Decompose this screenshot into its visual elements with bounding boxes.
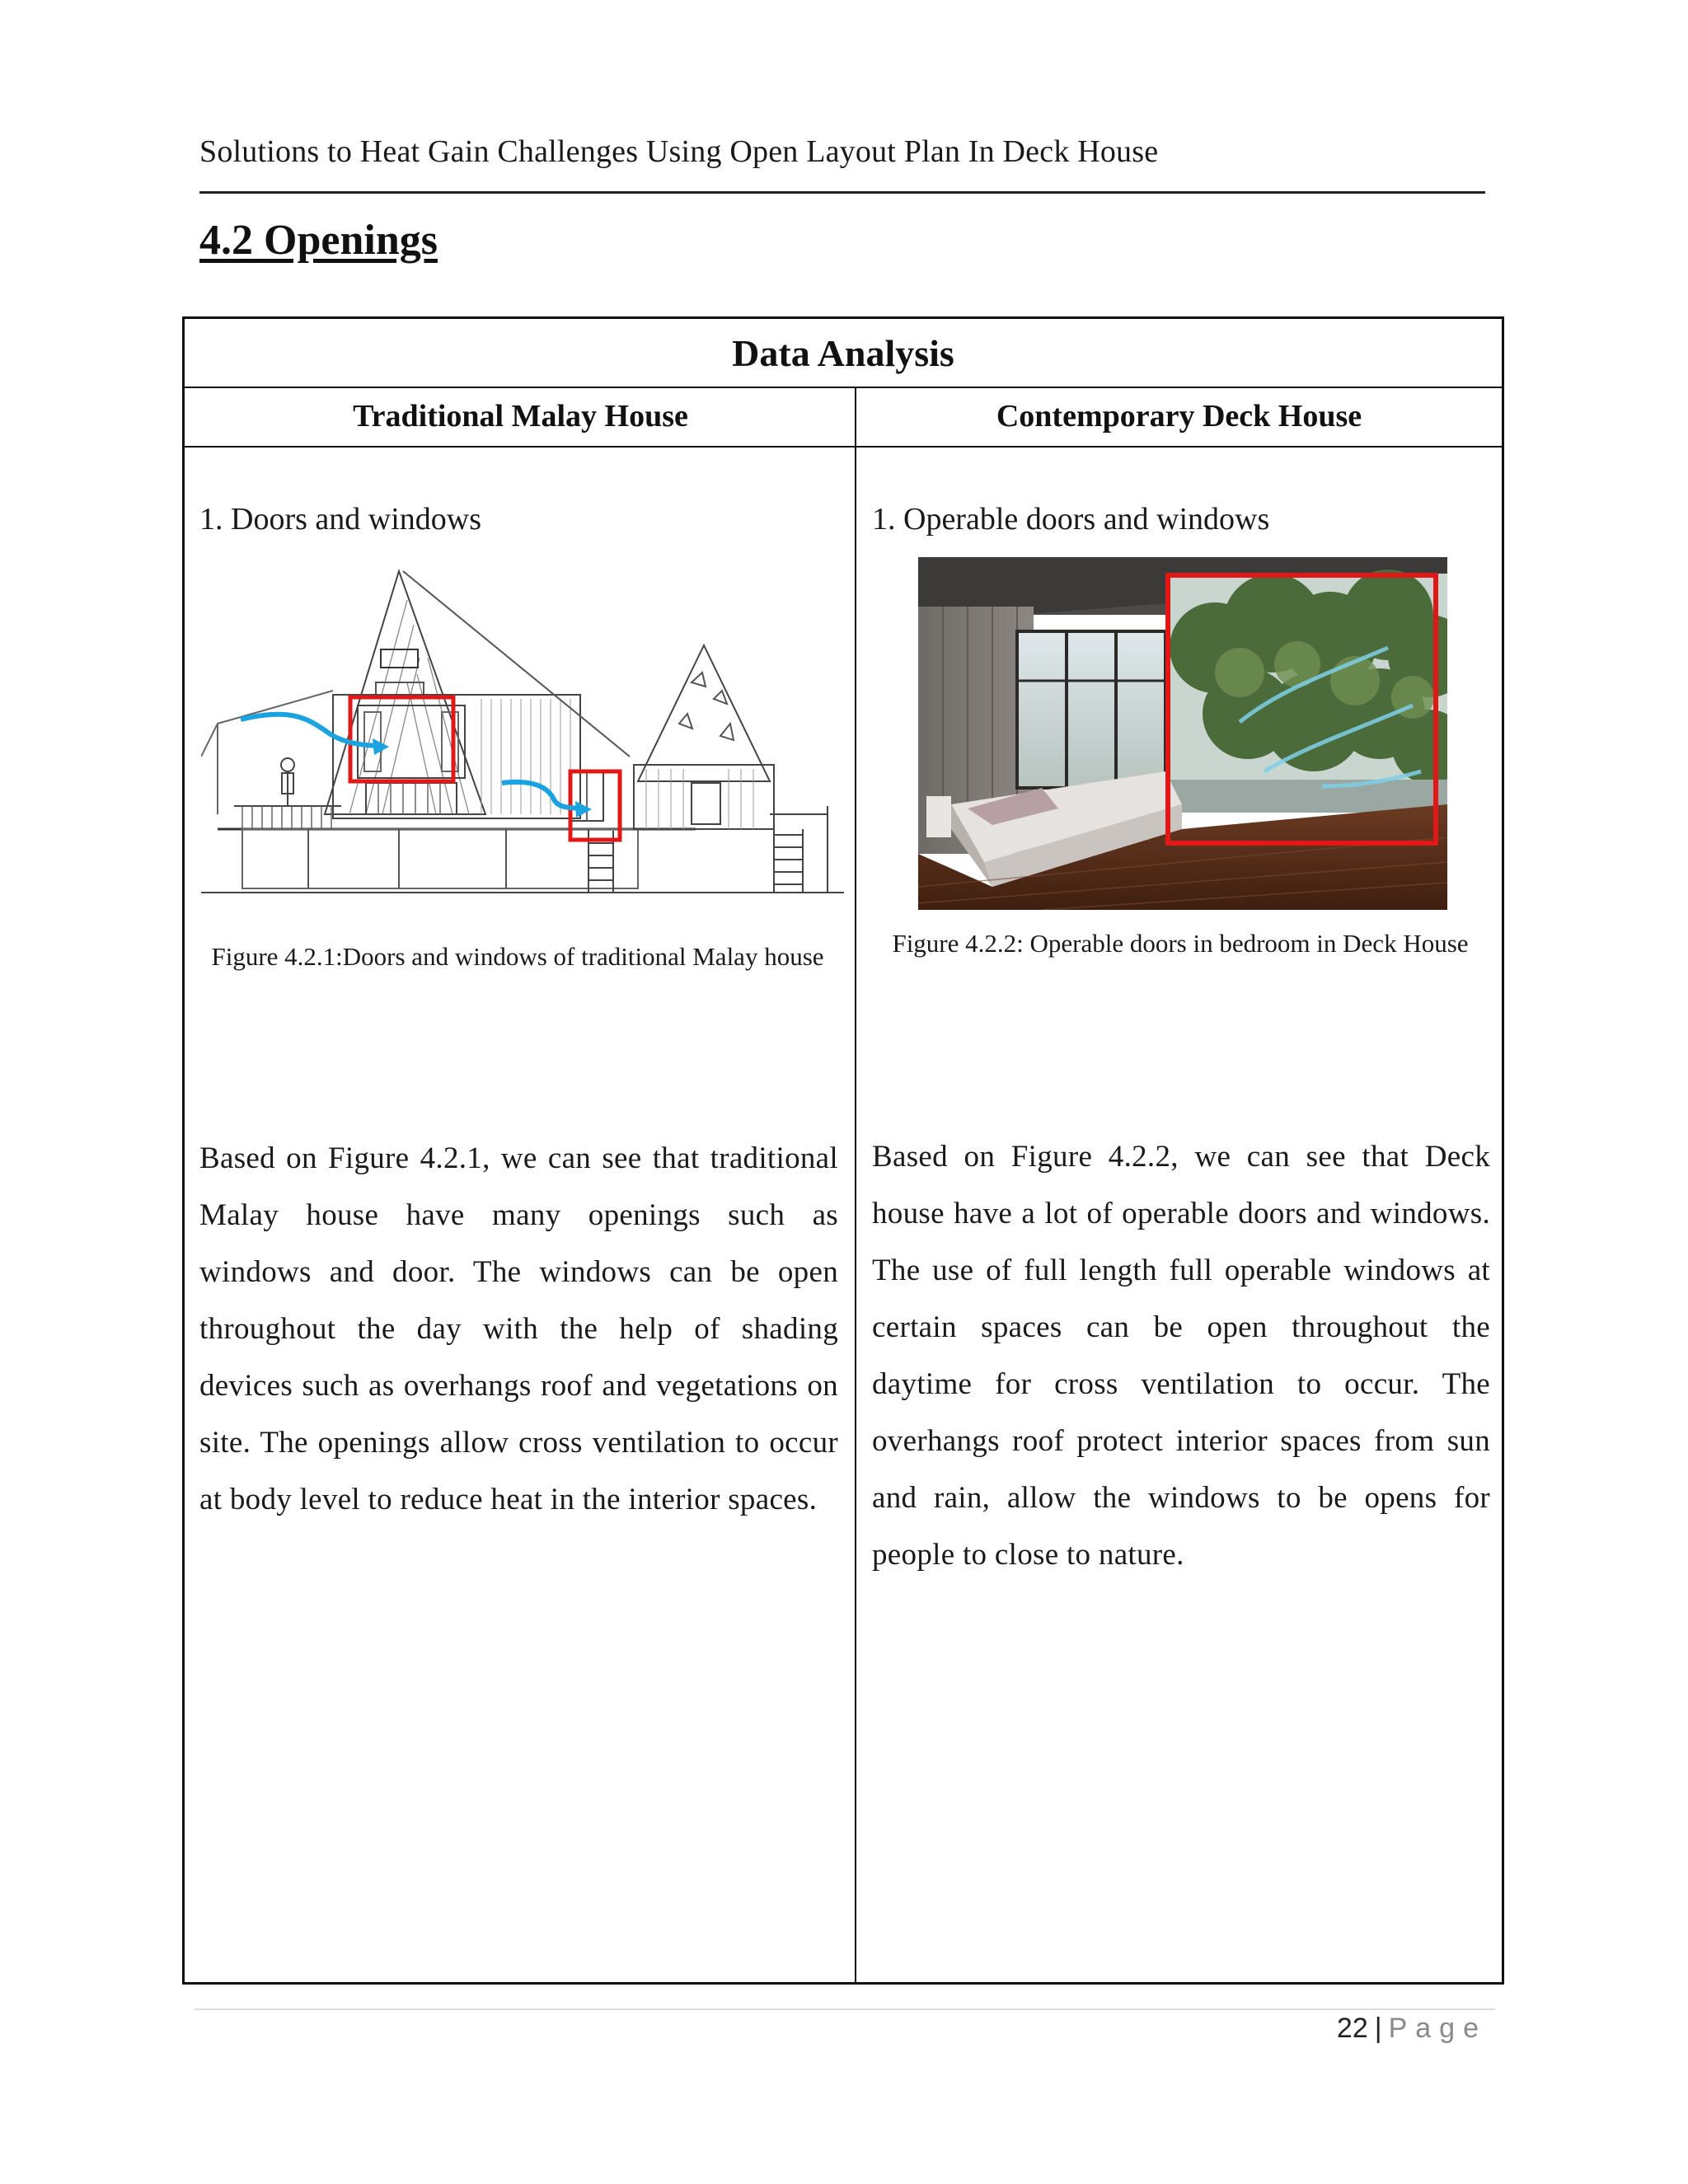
column-heading-contemporary: Contemporary Deck House bbox=[856, 387, 1502, 448]
column-heading-traditional: Traditional Malay House bbox=[185, 387, 856, 448]
section-heading: 4.2 Openings bbox=[199, 217, 438, 264]
page-number-separator: | bbox=[1374, 2013, 1382, 2044]
page-label: Page bbox=[1388, 2013, 1487, 2044]
highlight-window-box bbox=[350, 697, 453, 781]
left-figure-caption: Figure 4.2.1:Doors and windows of traditional Malay house bbox=[211, 942, 824, 971]
left-body-text: Based on Figure 4.2.1, we can see that traditional Malay house have many openings such as windows and door. The windows can be open throughout the day with the help of shading devices such as overhangs roof and vegetations on site. The openings allow cross ventilation to occur at body level to reduce heat in the interior spaces. bbox=[199, 1141, 838, 1516]
malay-house-sketch-illustration bbox=[201, 567, 844, 905]
column-divider bbox=[855, 387, 856, 1982]
right-item-title: 1. Operable doors and windows bbox=[872, 502, 1270, 537]
figure-malay-house-sketch bbox=[201, 567, 844, 905]
table-title: Data Analysis bbox=[185, 319, 1502, 388]
running-header: Solutions to Heat Gain Challenges Using Open Layout Plan In Deck House bbox=[199, 134, 1159, 169]
right-body-text: Based on Figure 4.2.2, we can see that Deck house have a lot of operable doors and windows. The use of full length full operable windows at certain spaces can be open throughout the daytime for cross ventilation to occur. The overhangs roof protect interior spaces from sun and rain, allow the windows to be opens for people to close to nature. bbox=[872, 1140, 1490, 1572]
header-rule bbox=[199, 191, 1485, 194]
page-number bbox=[1337, 2013, 1487, 2045]
right-figure-caption: Figure 4.2.2: Operable doors in bedroom in Deck House bbox=[892, 929, 1469, 958]
figure-deck-house-bedroom bbox=[918, 557, 1447, 910]
left-item-title: 1. Doors and windows bbox=[199, 502, 481, 537]
bedroom-photo-illustration bbox=[918, 557, 1447, 910]
footer-rule bbox=[195, 2008, 1495, 2010]
page-number-value: 22 bbox=[1336, 2013, 1368, 2044]
